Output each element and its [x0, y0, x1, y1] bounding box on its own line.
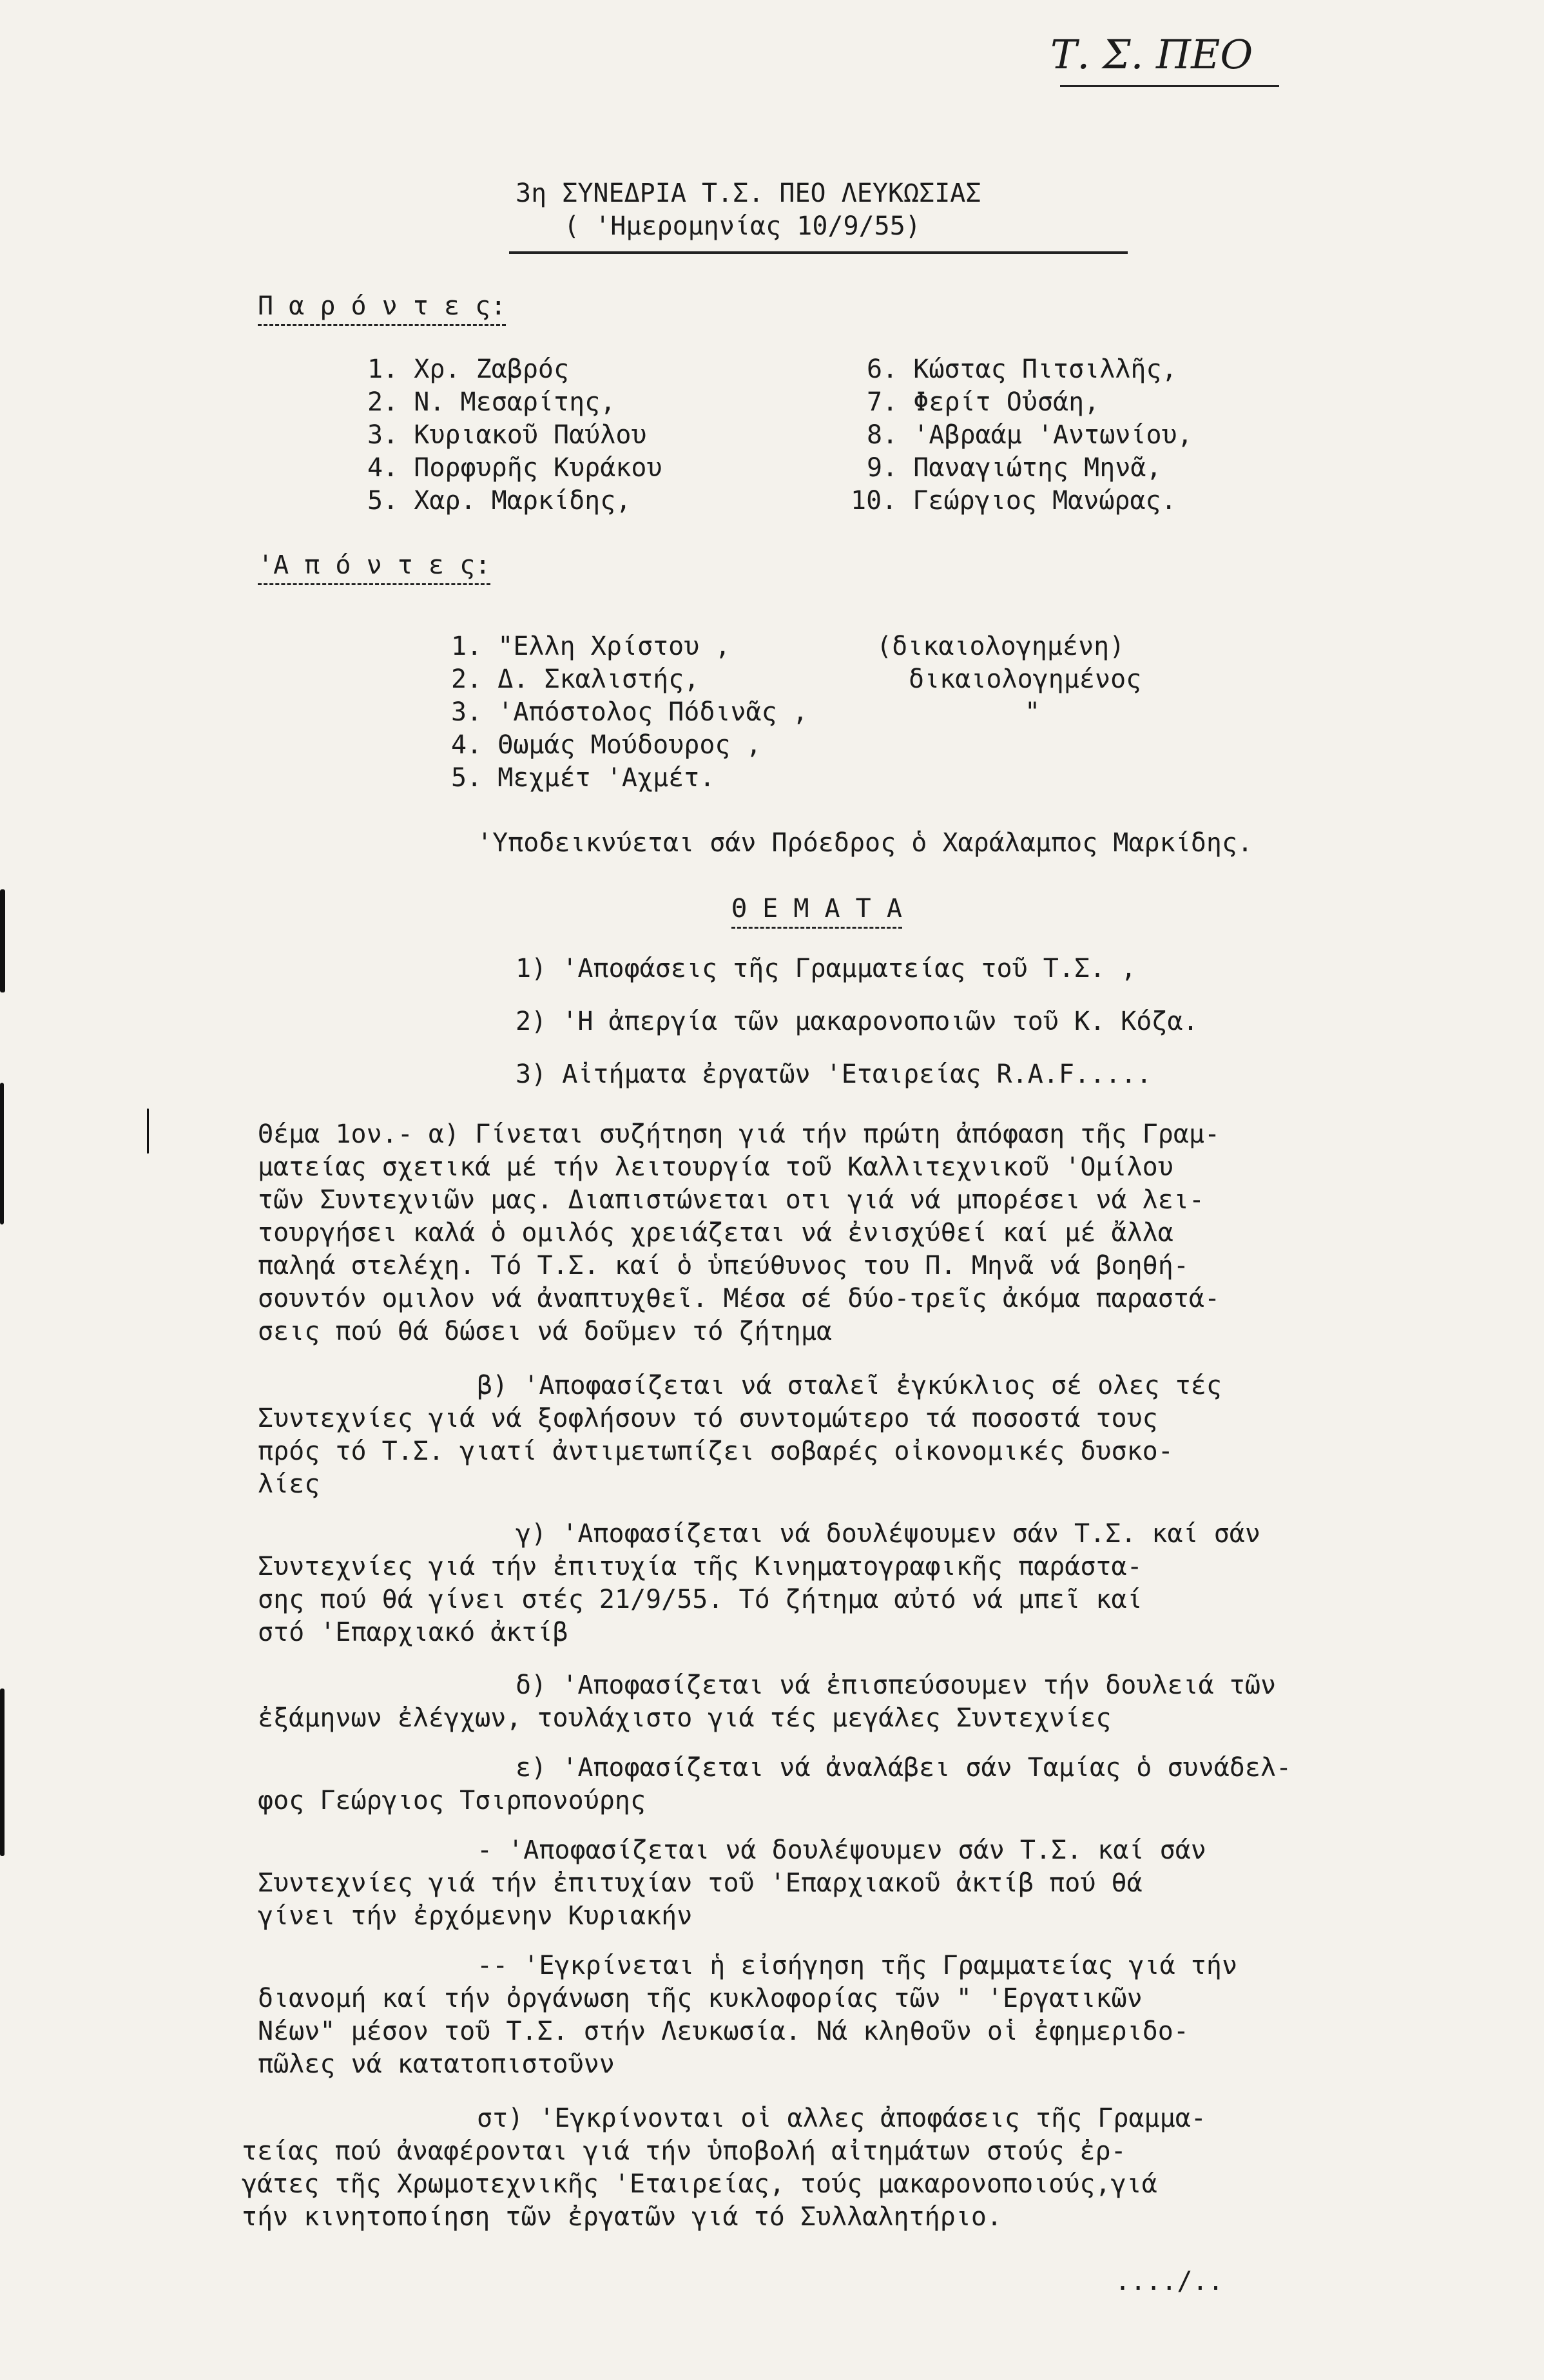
- margin-scan-mark: [0, 1688, 5, 1856]
- absent-name-4: 4. Θωμάς Μούδουρος ,: [451, 730, 762, 760]
- header-rule: [509, 251, 1128, 254]
- body-line-12: γ) 'Αποφασίζεται νά δουλέψουμεν σάν Τ.Σ. καί σάν: [516, 1519, 1260, 1549]
- present-right-8: 8. 'Αβραάμ 'Αντωνίου,: [867, 420, 1193, 450]
- body-line-24: διανομή καί τήν ὀργάνωση τῆς κυκλοφορίας τῶν " 'Εργατικῶν: [258, 1984, 1143, 2013]
- body-line-27: στ) 'Εγκρίνονται οἱ αλλες ἀποφάσεις τῆς Γραμμα-: [477, 2104, 1206, 2133]
- body-line-30: τήν κινητοποίηση τῶν ἐργατῶν γιά τό Συλλαλητήριο.: [242, 2202, 1003, 2232]
- body-line-16: δ) 'Αποφασίζεται νά ἐπισπεύσουμεν τήν δουλειά τῶν: [516, 1670, 1277, 1700]
- body-line-19: φος Γεώργιος Τσιρπονούρης: [258, 1786, 646, 1815]
- body-line-23: -- 'Εγκρίνεται ἡ εἰσήγηση τῆς Γραμματείας γιά τήν: [477, 1951, 1238, 1980]
- present-left-4: 4. Πορφυρῆς Κυράκου: [367, 453, 662, 483]
- continuation-marker: ..../..: [1115, 2267, 1224, 2296]
- handwritten-code: Τ. Σ. ΠΕΟ: [1050, 31, 1253, 78]
- body-line-4: τουργήσει καλά ὁ ομιλός χρειάζεται νά ἐνισχύθεί καί μέ ἄλλα: [258, 1218, 1173, 1248]
- present-heading: Π α ρ ό ν τ ε ς:: [258, 290, 506, 326]
- present-left-1: 1. Χρ. Ζαβρός: [367, 354, 570, 384]
- present-right-10: 10. Γεώργιος Μανώρας.: [851, 486, 1177, 516]
- body-line-28: τείας πού ἀναφέρονται γιά τήν ὑποβολή αἰτημάτων στούς ἐρ-: [242, 2136, 1126, 2166]
- body-line-14: σης πού θά γίνει στές 21/9/55. Τό ζήτημα αὐτό νά μπεῖ καί: [258, 1585, 1143, 1614]
- body-line-1: Θέμα 1ον.- α) Γίνεται συζήτηση γιά τήν πρώτη ἀπόφαση τῆς Γραμ-: [258, 1119, 1221, 1149]
- body-line-6: σουντόν ομιλον νά ἀναπτυχθεῖ. Μέσα σέ δύο-τρεῖς ἀκόμα παραστά-: [258, 1284, 1221, 1313]
- present-left-2: 2. Ν. Μεσαρίτης,: [367, 387, 616, 417]
- body-line-15: στό 'Επαρχιακό ἀκτίβ: [258, 1618, 568, 1647]
- margin-scan-mark: [0, 1083, 4, 1224]
- body-line-9: Συντεχνίες γιά νά ξοφλήσουν τό συντομώτερο τά ποσοστά τους: [258, 1404, 1158, 1433]
- body-line-5: παληά στελέχη. Τό Τ.Σ. καί ὁ ὑπεύθυνος του Π. Μηνᾶ νά βοηθή-: [258, 1251, 1189, 1281]
- absent-name-2: 2. Δ. Σκαλιστής,: [451, 664, 700, 694]
- margin-scan-mark: [0, 889, 5, 992]
- body-line-13: Συντεχνίες γιά τήν ἐπιτυχία τῆς Κινηματογραφικῆς παράστα-: [258, 1552, 1143, 1582]
- absent-note-1: (δικαιολογημένη): [876, 632, 1125, 661]
- topic-3: 3) Αἰτήματα ἐργατῶν 'Εταιρείας R.A.F.....: [516, 1059, 1152, 1089]
- chair-note: 'Υποδεικνύεται σάν Πρόεδρος ὁ Χαράλαμπος Μαρκίδης.: [477, 828, 1253, 858]
- absent-note-2: δικαιολογημένος: [909, 664, 1142, 694]
- topic-1: 1) 'Αποφάσεις τῆς Γραμματείας τοῦ Τ.Σ. ,: [516, 954, 1137, 983]
- margin-bracket-mark: [147, 1108, 149, 1154]
- topic-2: 2) 'Η ἀπεργία τῶν μακαρονοποιῶν τοῦ Κ. Κόζα.: [516, 1007, 1199, 1036]
- present-right-9: 9. Παναγιώτης Μηνᾶ,: [867, 453, 1162, 483]
- body-line-11: λίες: [258, 1469, 320, 1499]
- handwritten-underline: [1060, 85, 1279, 87]
- present-right-6: 6. Κώστας Πιτσιλλῆς,: [867, 354, 1177, 384]
- present-left-5: 5. Χαρ. Μαρκίδης,: [367, 486, 632, 516]
- absent-name-3: 3. 'Απόστολος Πόδινᾶς ,: [451, 697, 808, 727]
- body-line-8: β) 'Αποφασίζεται νά σταλεῖ ἐγκύκλιος σέ ολες τές: [477, 1371, 1222, 1400]
- body-line-20: - 'Αποφασίζεται νά δουλέψουμεν σάν Τ.Σ. καί σάν: [477, 1835, 1206, 1865]
- absent-name-1: 1. "Ελλη Χρίστου ,: [451, 632, 731, 661]
- body-line-26: πῶλες νά κατατοπιστοῦνν: [258, 2049, 615, 2079]
- body-line-3: τῶν Συντεχνιῶν μας. Διαπιστώνεται οτι γιά νά μπορέσει νά λει-: [258, 1185, 1205, 1215]
- document-title: 3η ΣΥΝΕΔΡΙΑ Τ.Σ. ΠΕΟ ΛΕΥΚΩΣΙΑΣ: [516, 179, 981, 208]
- body-line-10: πρός τό Τ.Σ. γιατί ἀντιμετωπίζει σοβαρές οἰκονομικές δυσκο-: [258, 1437, 1173, 1466]
- present-right-7: 7. Φερίτ Οὐσάη,: [867, 387, 1100, 417]
- body-line-17: ἐξάμηνων ἐλέγχων, τουλάχιστο γιά τές μεγάλες Συντεχνίες: [258, 1703, 1112, 1733]
- absent-name-5: 5. Μεχμέτ 'Αχμέτ.: [451, 763, 715, 793]
- present-left-3: 3. Κυριακοῦ Παύλου: [367, 420, 647, 450]
- body-line-21: Συντεχνίες γιά τήν ἐπιτυχίαν τοῦ 'Επαρχιακοῦ ἀκτίβ πού θά: [258, 1868, 1143, 1898]
- body-line-7: σεις πού θά δώσει νά δοῦμεν τό ζήτημα: [258, 1317, 833, 1346]
- body-line-18: ε) 'Αποφασίζεται νά ἀναλάβει σάν Ταμίας ὁ συνάδελ-: [516, 1753, 1292, 1783]
- body-line-22: γίνει τήν ἐρχόμενην Κυριακήν: [258, 1901, 693, 1931]
- body-line-29: γάτες τῆς Χρωμοτεχνικῆς 'Εταιρείας, τούς μακαρονοποιούς,γιά: [242, 2169, 1157, 2199]
- body-line-2: ματείας σχετικά μέ τήν λειτουργία τοῦ Καλλιτεχνικοῦ 'Ομίλου: [258, 1152, 1173, 1182]
- absent-note-3: ": [1025, 697, 1041, 727]
- body-line-25: Νέων" μέσον τοῦ Τ.Σ. στήν Λευκωσία. Νά κληθοῦν οἱ ἐφημεριδο-: [258, 2017, 1189, 2046]
- topics-heading: Θ Ε Μ Α Τ Α: [731, 893, 902, 929]
- absent-heading: 'Α π ό ν τ ε ς:: [258, 549, 490, 585]
- document-date: ( 'Ημερομηνίας 10/9/55): [564, 211, 921, 241]
